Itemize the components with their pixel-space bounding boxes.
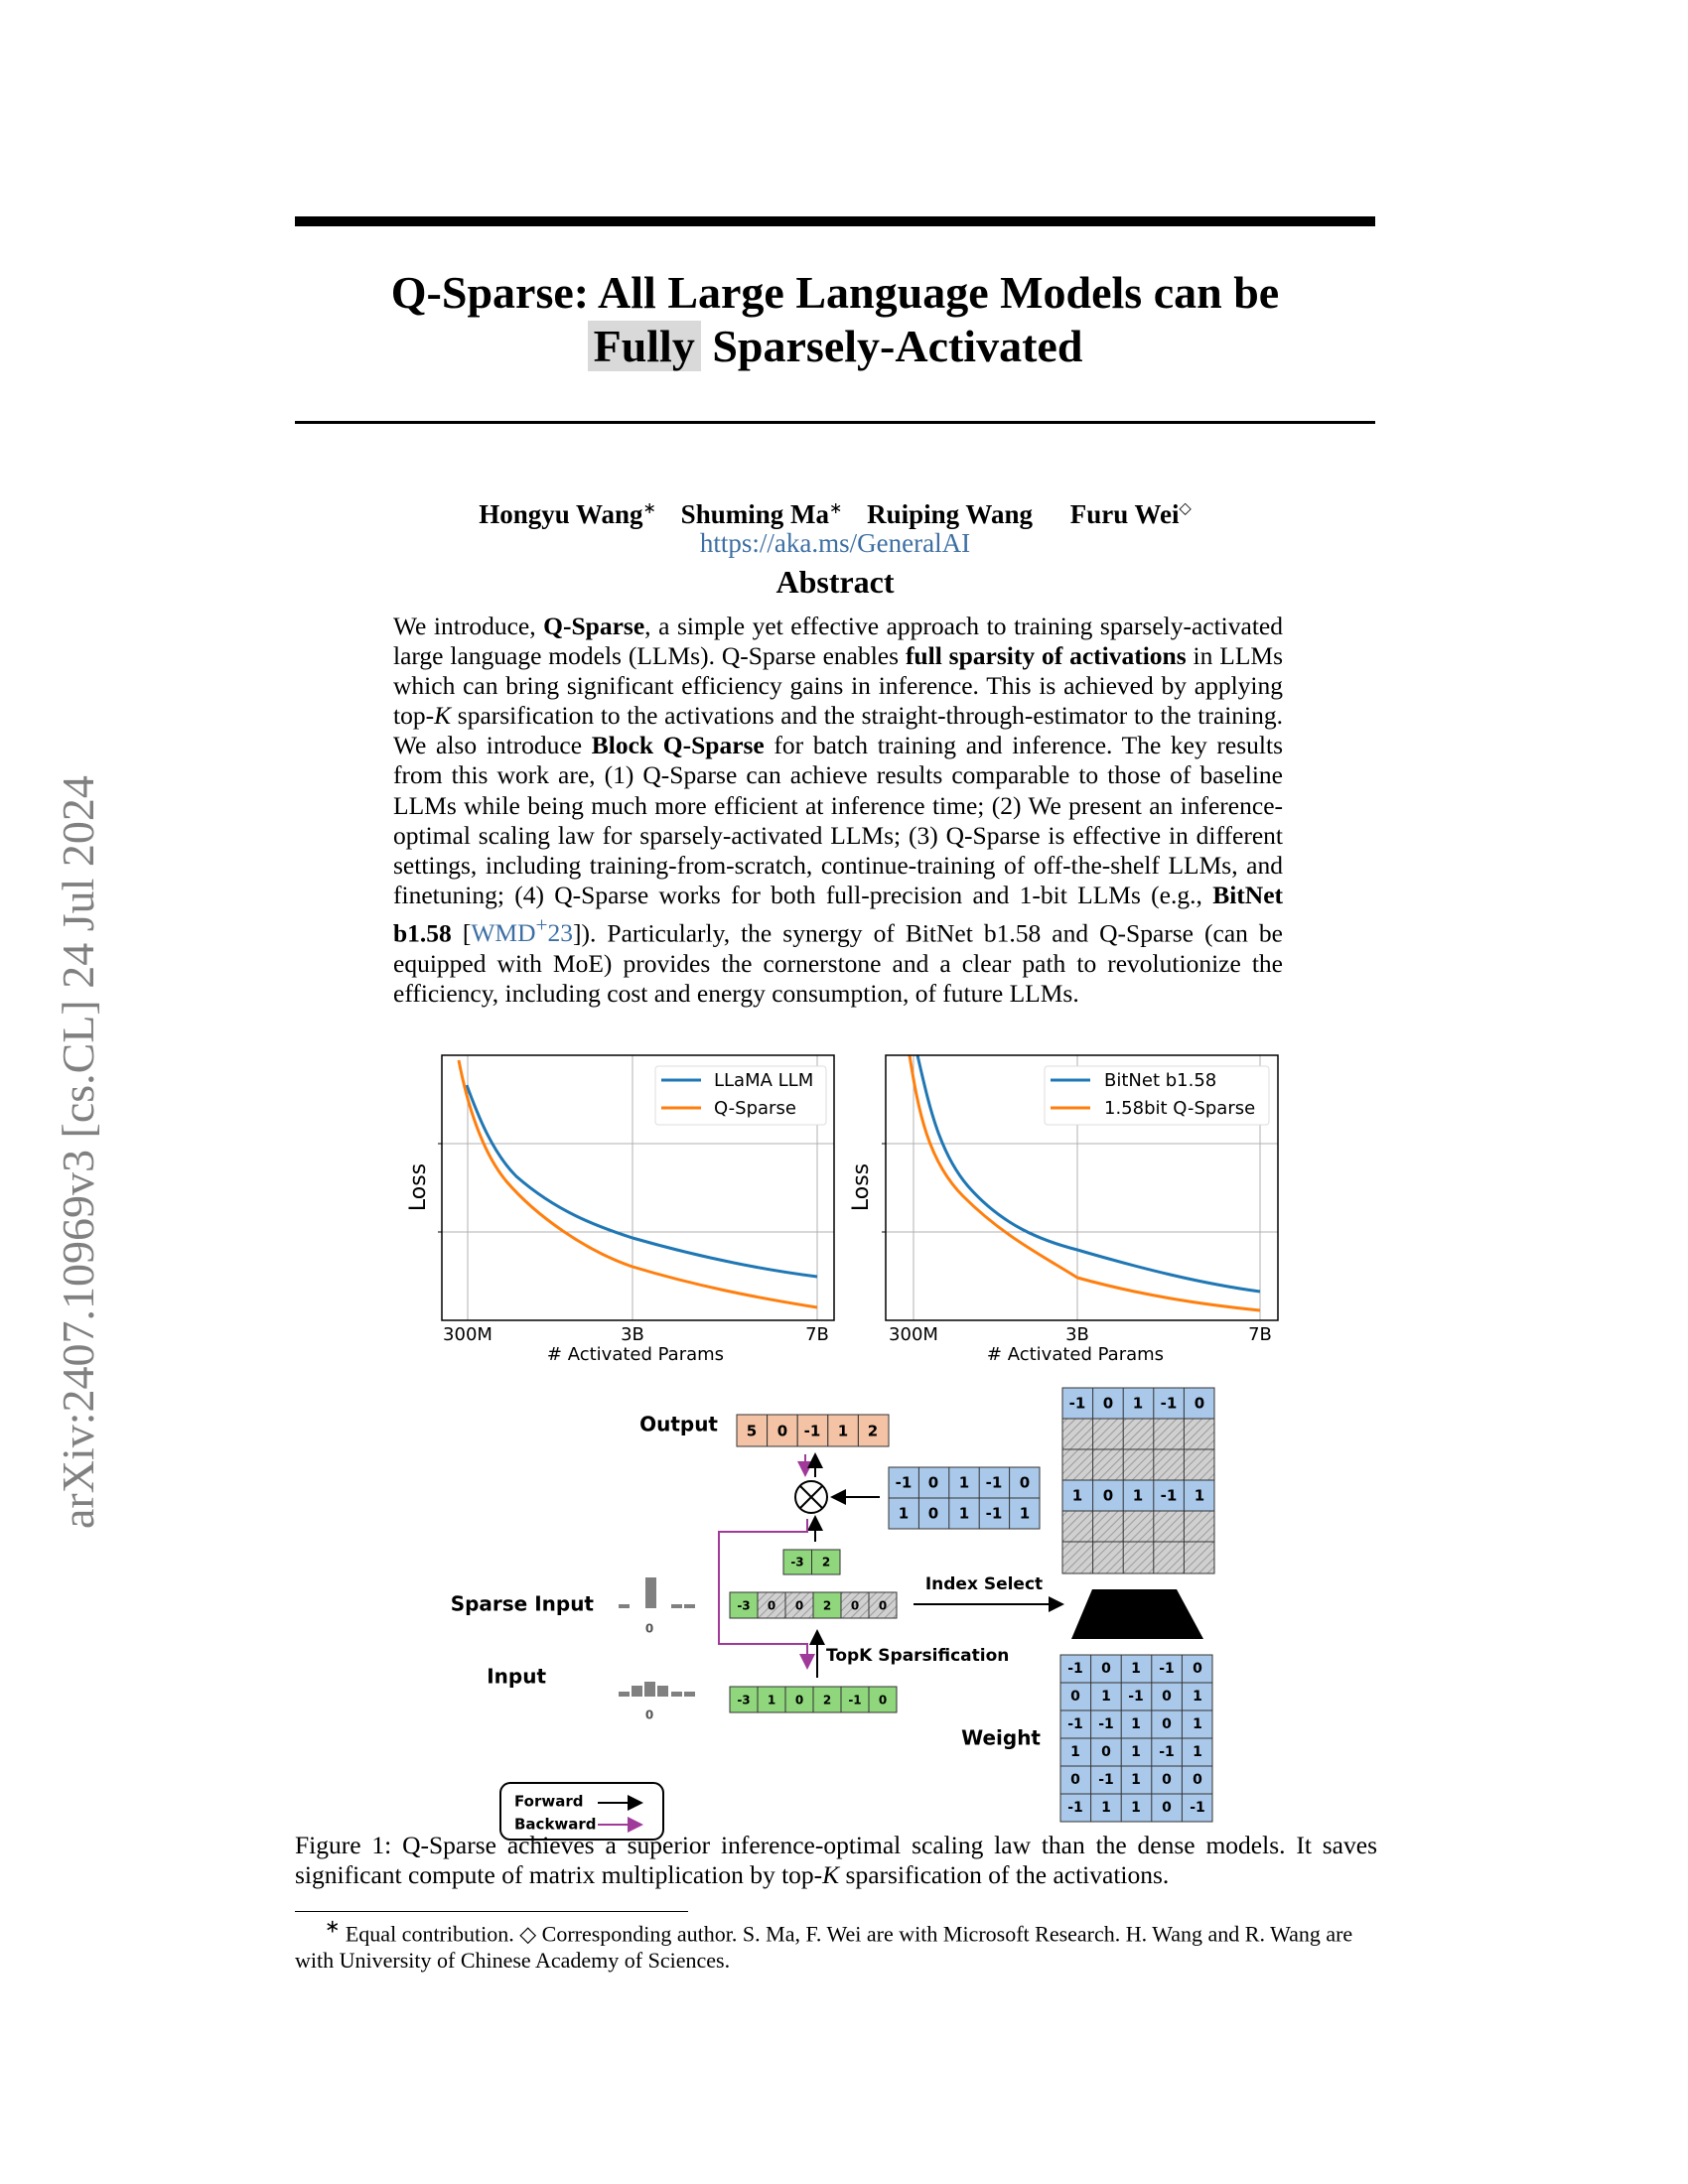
svg-text:1: 1 — [1101, 1689, 1111, 1705]
svg-text:1: 1 — [1131, 1772, 1141, 1788]
svg-text:0: 0 — [1162, 1800, 1172, 1816]
svg-text:-1: -1 — [1067, 1800, 1083, 1816]
svg-text:0: 0 — [1101, 1661, 1111, 1677]
svg-text:3B: 3B — [1065, 1323, 1089, 1345]
footnote-rule — [295, 1911, 688, 1912]
svg-text:1: 1 — [1193, 1744, 1202, 1760]
svg-text:0: 0 — [1194, 1394, 1205, 1413]
multiply-icon — [795, 1481, 827, 1513]
svg-text:7B: 7B — [805, 1323, 829, 1345]
svg-text:2: 2 — [822, 1693, 832, 1707]
svg-text:1: 1 — [1019, 1504, 1031, 1523]
svg-text:-1: -1 — [1068, 1394, 1086, 1413]
title-line-2-rest: Sparsely-Activated — [712, 321, 1083, 371]
svg-text:-1: -1 — [1160, 1394, 1178, 1413]
topk-label: TopK Sparsification — [826, 1646, 1010, 1666]
svg-text:1: 1 — [1131, 1716, 1141, 1732]
svg-text:0: 0 — [776, 1422, 788, 1440]
svg-text:-1: -1 — [1098, 1772, 1114, 1788]
index-select-trapezoid — [1071, 1589, 1203, 1639]
svg-text:0: 0 — [644, 1621, 654, 1636]
svg-text:-1: -1 — [1128, 1689, 1144, 1705]
svg-text:0: 0 — [878, 1598, 888, 1613]
svg-text:0: 0 — [1162, 1716, 1172, 1732]
author: Furu Wei◇ — [1069, 499, 1192, 529]
title-line-1: Q-Sparse: All Large Language Models can be — [390, 267, 1280, 318]
svg-text:-1: -1 — [985, 1504, 1003, 1523]
svg-text:0: 0 — [927, 1473, 939, 1492]
selected-weight-matrix — [889, 1467, 1040, 1529]
author: Shuming Ma∗ — [680, 499, 843, 529]
input-label: Input — [487, 1664, 546, 1689]
svg-text:0: 0 — [794, 1693, 804, 1707]
svg-text:-1: -1 — [1160, 1486, 1178, 1505]
svg-text:# Activated Params: # Activated Params — [546, 1343, 725, 1365]
svg-text:Q-Sparse: Q-Sparse — [714, 1098, 796, 1119]
input-vector — [730, 1687, 897, 1712]
svg-text:0: 0 — [1162, 1772, 1172, 1788]
svg-text:7B: 7B — [1248, 1323, 1272, 1345]
svg-text:300M: 300M — [889, 1323, 938, 1345]
sparse-input-vector — [730, 1592, 897, 1618]
svg-text:0: 0 — [927, 1504, 939, 1523]
figure-caption: Figure 1: Q-Sparse achieves a superior inference-optimal scaling law than the dense models. It saves significant compute of matrix multiplication by top-K sparsification of the activations. — [295, 1831, 1377, 1889]
output-label: Output — [639, 1412, 718, 1436]
svg-text:3B: 3B — [621, 1323, 644, 1345]
svg-text:BitNet b1.58: BitNet b1.58 — [1104, 1070, 1217, 1091]
svg-text:-1: -1 — [803, 1422, 821, 1440]
weight-matrix — [1060, 1655, 1212, 1822]
svg-text:1: 1 — [1131, 1800, 1141, 1816]
svg-text:Backward: Backward — [514, 1815, 597, 1834]
svg-text:5: 5 — [746, 1422, 758, 1440]
topk-vector — [783, 1550, 840, 1574]
svg-text:1: 1 — [1131, 1661, 1141, 1677]
svg-text:-1: -1 — [1159, 1744, 1175, 1760]
svg-text:1: 1 — [1071, 1486, 1083, 1505]
svg-text:0: 0 — [850, 1598, 860, 1613]
svg-text:-1: -1 — [1067, 1716, 1083, 1732]
svg-text:-3: -3 — [790, 1555, 804, 1570]
svg-text:0: 0 — [1070, 1689, 1080, 1705]
svg-text:1.58bit Q-Sparse: 1.58bit Q-Sparse — [1104, 1098, 1256, 1119]
svg-text:0: 0 — [1102, 1486, 1114, 1505]
svg-text:0: 0 — [1162, 1689, 1172, 1705]
arxiv-side-label: arXiv:2407.10969v3 [cs.CL] 24 Jul 2024 — [53, 775, 103, 1529]
svg-text:1: 1 — [837, 1422, 849, 1440]
svg-text:0: 0 — [878, 1693, 888, 1707]
abstract-heading: Abstract — [775, 564, 895, 600]
svg-text:-1: -1 — [985, 1473, 1003, 1492]
svg-text:0: 0 — [767, 1598, 776, 1613]
svg-text:Loss: Loss — [406, 1162, 431, 1212]
svg-text:2: 2 — [867, 1422, 879, 1440]
svg-text:# Activated Params: # Activated Params — [986, 1343, 1165, 1365]
svg-text:1: 1 — [898, 1504, 910, 1523]
input-histogram-icon — [619, 1682, 695, 1697]
svg-text:2: 2 — [821, 1555, 831, 1570]
svg-text:1: 1 — [1101, 1800, 1111, 1816]
sparse-input-label: Sparse Input — [450, 1591, 594, 1616]
title-highlight: Fully — [588, 321, 701, 371]
svg-text:Forward: Forward — [514, 1792, 584, 1811]
svg-text:1: 1 — [958, 1473, 970, 1492]
affiliation-link[interactable]: https://aka.ms/GeneralAI — [699, 528, 971, 558]
svg-text:2: 2 — [822, 1598, 832, 1613]
svg-text:0: 0 — [1070, 1772, 1080, 1788]
svg-text:-1: -1 — [1067, 1661, 1083, 1677]
sparse-histogram-icon — [619, 1577, 695, 1608]
svg-text:0: 0 — [644, 1707, 654, 1722]
svg-text:1: 1 — [1193, 1689, 1202, 1705]
svg-text:-1: -1 — [895, 1473, 913, 1492]
svg-text:-1: -1 — [1159, 1661, 1175, 1677]
citation-link[interactable]: WMD+23 — [471, 912, 573, 948]
svg-text:1: 1 — [1193, 1716, 1202, 1732]
svg-text:0: 0 — [1193, 1661, 1202, 1677]
author: Ruiping Wang — [867, 499, 1033, 529]
footnote: ∗ Equal contribution. ◇ Corresponding author. S. Ma, F. Wei are with Microsoft Research. H. Wang and R. Wang are with University of Chinese Academy of Sciences. — [295, 1917, 1353, 1974]
svg-text:1: 1 — [1132, 1394, 1144, 1413]
svg-text:0: 0 — [794, 1598, 804, 1613]
svg-text:0: 0 — [1102, 1394, 1114, 1413]
author: Hongyu Wang∗ — [479, 499, 656, 529]
svg-text:300M: 300M — [443, 1323, 492, 1345]
svg-text:-1: -1 — [848, 1693, 862, 1707]
svg-text:1: 1 — [1131, 1744, 1141, 1760]
svg-text:1: 1 — [1194, 1486, 1205, 1505]
svg-text:-3: -3 — [737, 1598, 751, 1613]
masked-weight-matrix — [1062, 1388, 1214, 1573]
svg-text:1: 1 — [767, 1693, 776, 1707]
svg-text:1: 1 — [958, 1504, 970, 1523]
svg-text:0: 0 — [1101, 1744, 1111, 1760]
svg-text:0: 0 — [1193, 1772, 1202, 1788]
svg-text:LLaMA LLM: LLaMA LLM — [714, 1070, 814, 1091]
svg-text:Loss: Loss — [849, 1162, 874, 1212]
index-select-label: Index Select — [924, 1574, 1044, 1594]
svg-text:1: 1 — [1132, 1486, 1144, 1505]
weight-label: Weight — [961, 1725, 1041, 1750]
svg-text:1: 1 — [1070, 1744, 1080, 1760]
svg-text:-3: -3 — [737, 1693, 751, 1707]
output-vector — [737, 1415, 889, 1446]
abstract-body: We introduce, Q-Sparse, a simple yet effective approach to training sparsely-activated large language models (LLMs). Q-Sparse enables full sparsity of activations in LLMs which can bring significant efficiency gains in inference. This is achieved by applying top-K sparsification to the activations and the straight-through-estimator to the training. We also introduce Block Q-Sparse for batch training and inference. The key results from this work are, (1) Q-Sparse can achieve results comparable to those of baseline LLMs while being much more efficient at inference time; (2) We present an inference-optimal scaling law for sparsely-activated LLMs; (3) Q-Sparse is effective in different settings, including training-from-scratch, continue-training of off-the-shelf LLMs, and finetuning; (4) Q-Sparse works for both full-precision and 1-bit LLMs (e.g., BitNet b1.58 [WMD+23]). Particularly, the synergy of BitNet b1.58 and Q-Sparse (can be equipped with MoE) provides the cornerstone and a clear path to revolutionize the efficiency, including cost and energy consumption, of future LLMs. — [393, 612, 1283, 1008]
svg-text:-1: -1 — [1190, 1800, 1205, 1816]
svg-text:-1: -1 — [1098, 1716, 1114, 1732]
svg-text:0: 0 — [1019, 1473, 1031, 1492]
